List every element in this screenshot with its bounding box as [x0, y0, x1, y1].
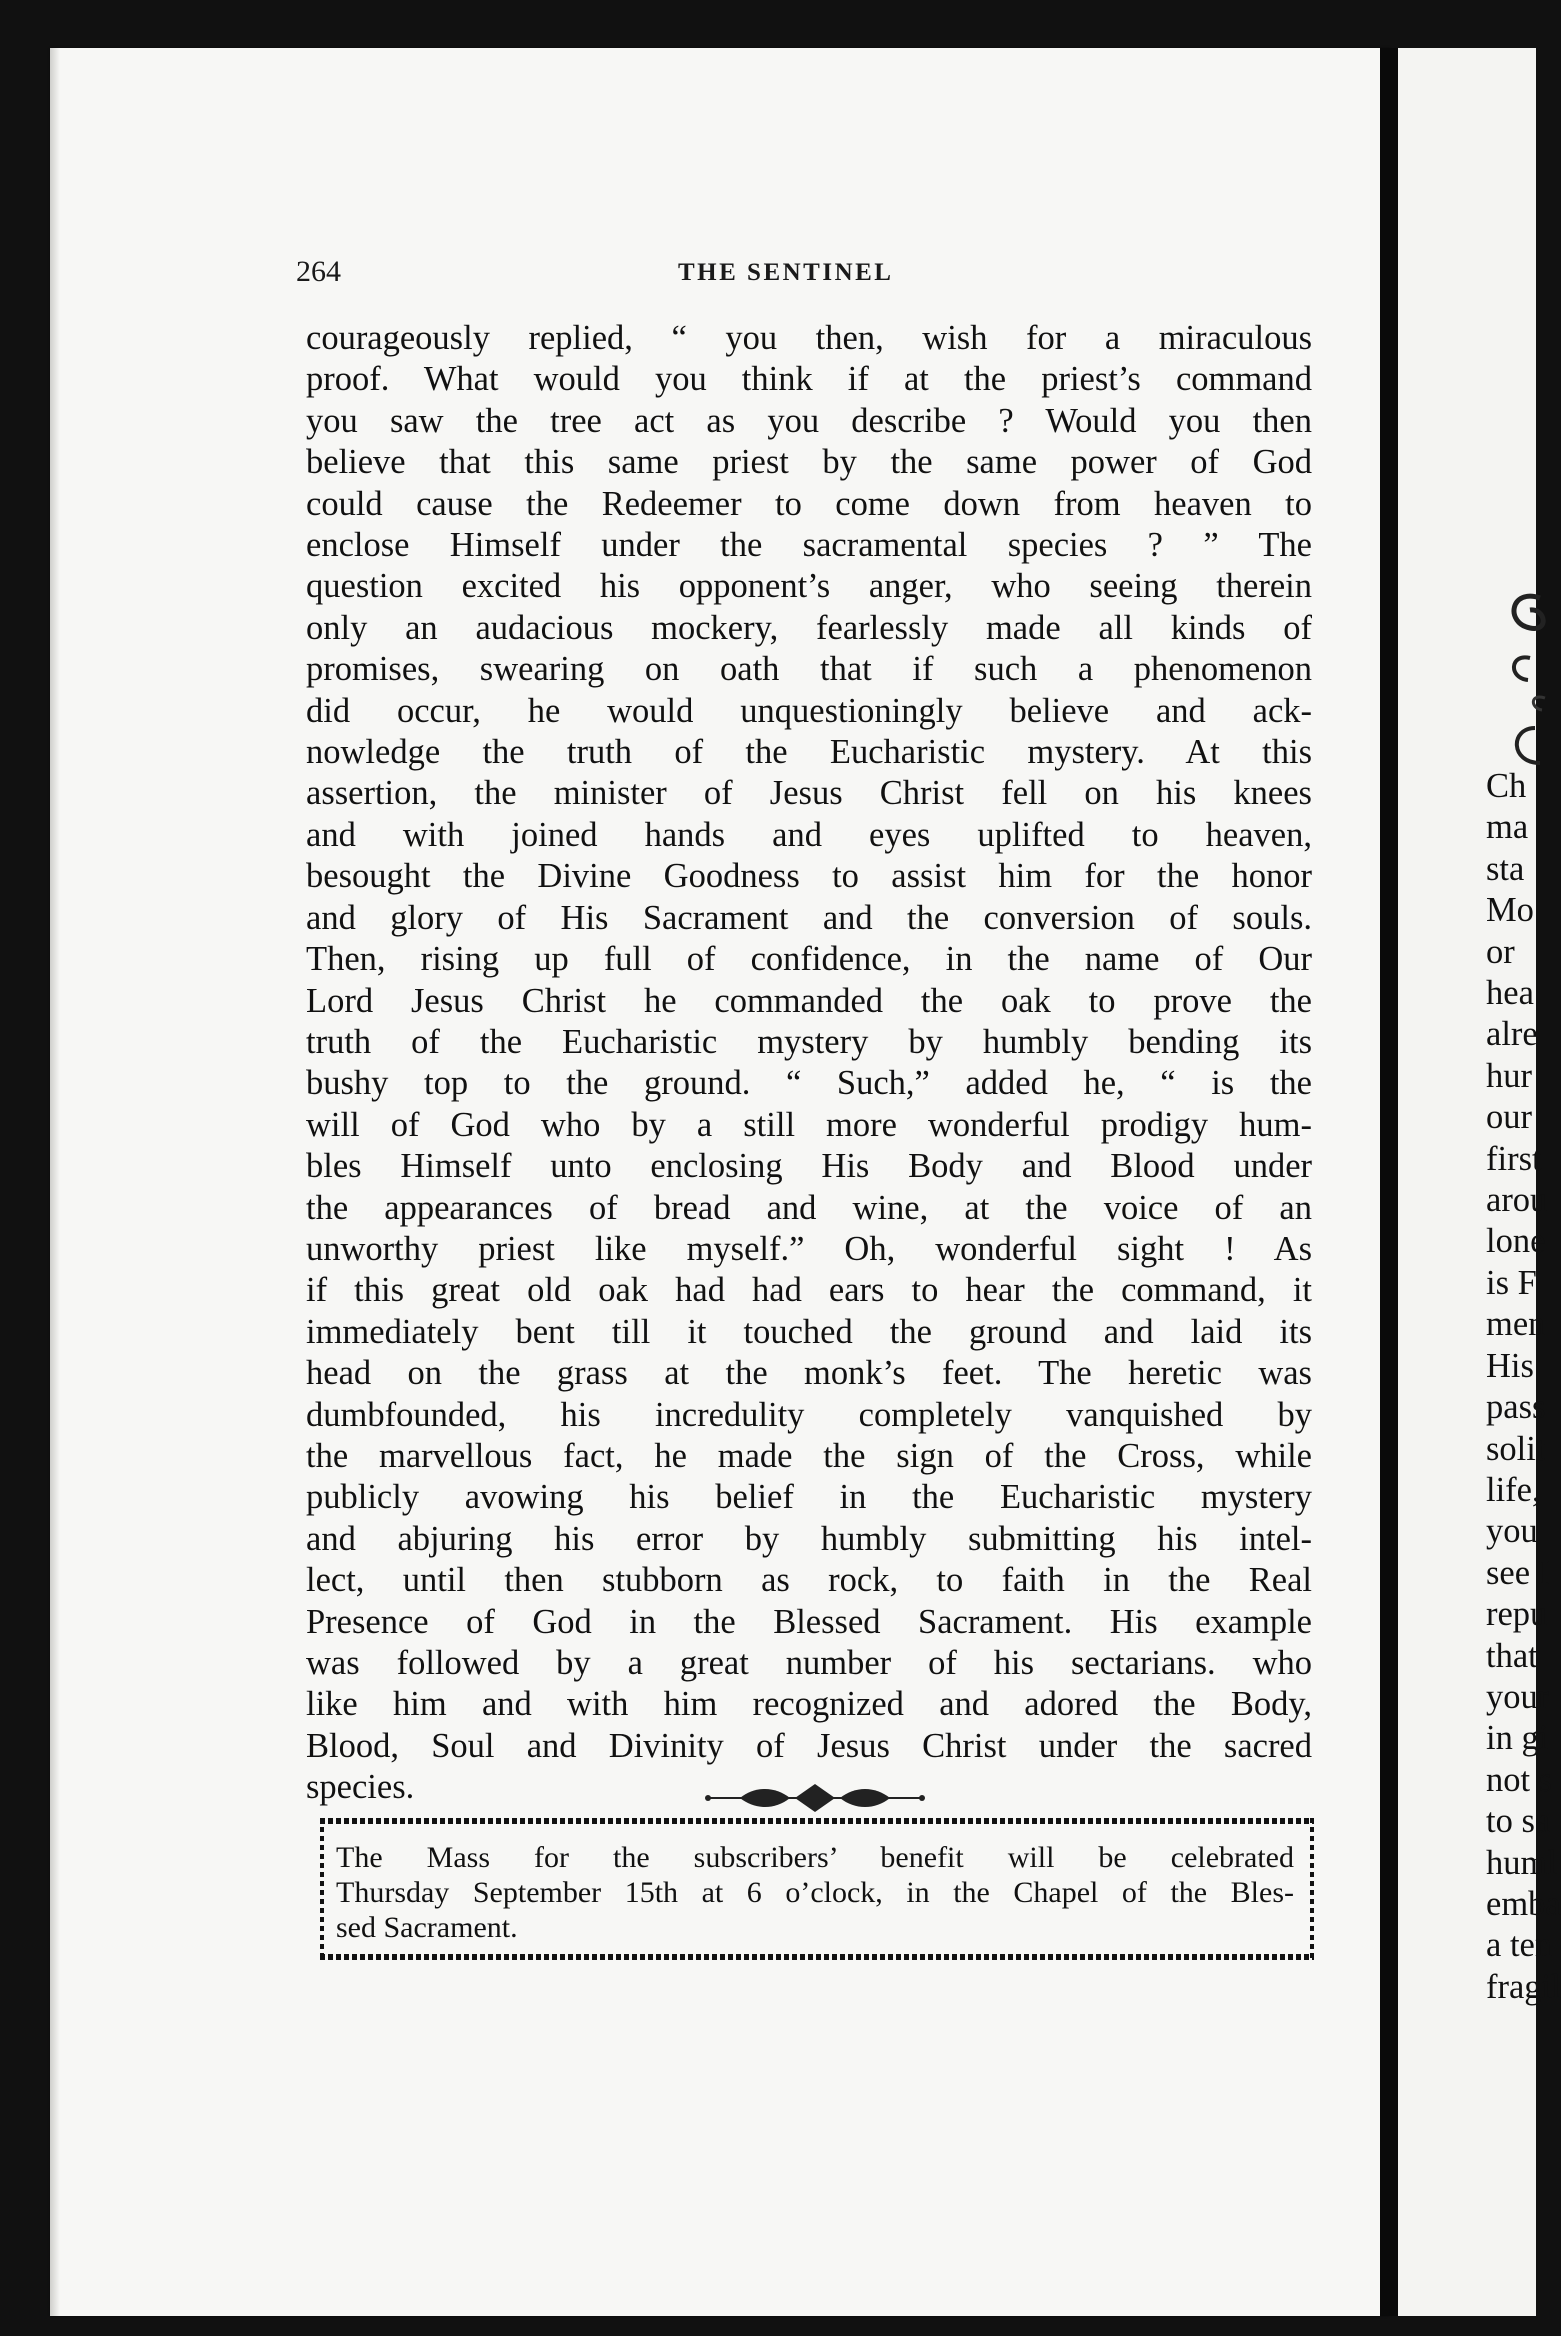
right-page-line-fragment: ma [1486, 808, 1529, 847]
right-page-line-fragment: pass [1486, 1388, 1546, 1427]
body-text-line: promises, swearing on oath that if such a phenomenon [306, 650, 1312, 689]
body-text-line: species. [306, 1768, 415, 1807]
body-text-line: like him and with him recognized and adored the Body, [306, 1685, 1312, 1724]
fleuron-ornament [700, 1780, 930, 1816]
right-page-line-fragment: alre [1486, 1015, 1538, 1054]
body-text-line: lect, until then stubborn as rock, to faith in the Real [306, 1561, 1312, 1600]
right-page-line-fragment: solit [1486, 1429, 1546, 1468]
notice-border-top [320, 1818, 1314, 1824]
body-text-line: enclose Himself under the sacramental species ? ” The [306, 526, 1312, 565]
body-text-line: only an audacious mockery, fearlessly made all kinds of [306, 608, 1312, 647]
body-text-line: will of God who by a still more wonderful prodigy hum- [306, 1105, 1312, 1144]
body-text-line: if this great old oak had had ears to hear the command, it [306, 1271, 1312, 1310]
body-text-line: question excited his opponent’s anger, who seeing therein [306, 567, 1312, 606]
right-page-line-fragment: you [1486, 1512, 1538, 1551]
right-page-line-fragment: our [1486, 1098, 1532, 1137]
notice-border-left [320, 1818, 324, 1960]
body-text-line: the appearances of bread and wine, at the voice of an [306, 1188, 1312, 1227]
right-page-line-fragment: to sa [1486, 1802, 1551, 1841]
right-page-line-fragment: or [1486, 932, 1515, 971]
body-text-line: Lord Jesus Christ he commanded the oak to prove the [306, 981, 1312, 1020]
right-page-line-fragment: first [1486, 1139, 1542, 1178]
right-page-line-fragment: hea [1486, 974, 1534, 1013]
body-text-line: proof. What would you think if at the priest’s command [306, 360, 1312, 399]
right-page-line-fragment: repu [1486, 1595, 1548, 1634]
subscribers-mass-notice [320, 1818, 1314, 1960]
right-page-line-fragment: fragil [1486, 1967, 1561, 2006]
right-page-line-fragment: Ch [1486, 767, 1527, 805]
right-page-line-fragment: your [1486, 1677, 1550, 1716]
body-text-line: immediately bent till it touched the ground and laid its [306, 1312, 1312, 1351]
body-text-line: courageously replied, “ you then, wish for a miraculous [306, 319, 1312, 357]
page-edge-shadow [50, 48, 60, 2316]
body-text-line: Then, rising up full of confidence, in the name of Our [306, 940, 1312, 979]
body-text-line: bles Himself unto enclosing His Body and Blood under [306, 1147, 1312, 1186]
right-page-line-fragment: Mo [1486, 891, 1534, 930]
right-page-line-fragment: in gi [1486, 1719, 1549, 1758]
body-text-line: Presence of God in the Blessed Sacrament. His example [306, 1602, 1312, 1641]
body-text-line: publicly avowing his belief in the Eucharistic mystery [306, 1478, 1312, 1517]
body-text-line: head on the grass at the monk’s feet. The heretic was [306, 1354, 1312, 1393]
right-page-line-fragment: His [1486, 1346, 1534, 1385]
right-page-line-fragment: men [1486, 1305, 1546, 1344]
page-number: 264 [296, 255, 341, 288]
body-text-line: the marvellous fact, he made the sign of the Cross, while [306, 1436, 1312, 1475]
body-text-line: believe that this same priest by the same power of God [306, 443, 1312, 482]
body-text-line: was followed by a great number of his sectarians. who [306, 1644, 1312, 1682]
body-text-line: assertion, the minister of Jesus Christ fell on his knees [306, 774, 1312, 813]
body-text-line: besought the Divine Goodness to assist him for the honor [306, 857, 1312, 896]
running-header [296, 255, 1316, 295]
notice-text-line: sed Sacrament. [336, 1911, 518, 1944]
body-text-line: did occur, he would unquestioningly believe and ack- [306, 691, 1312, 730]
right-page-line-fragment: is F [1486, 1263, 1537, 1302]
right-page-line-fragment: that [1486, 1636, 1538, 1675]
right-page-line-fragment: huml [1486, 1843, 1557, 1882]
body-text-line: dumbfounded, his incredulity completely vanquished by [306, 1395, 1312, 1434]
right-page [1398, 48, 1561, 2316]
right-page-line-fragment: arou [1486, 1181, 1548, 1220]
body-text-line: bushy top to the ground. “ Such,” added he, “ is the [306, 1064, 1312, 1103]
body-text-line: you saw the tree act as you describe ? Would you then [306, 401, 1312, 440]
right-page-line-fragment: emba [1486, 1884, 1561, 1923]
article-body [306, 318, 1312, 1809]
right-page-text-fragments [1486, 766, 1561, 2008]
body-text-line: truth of the Eucharistic mystery by humbly bending its [306, 1022, 1312, 1061]
notice-text-line: The Mass for the subscribers’ benefit will be celebrated [336, 1841, 1294, 1874]
right-page-line-fragment: see I [1486, 1553, 1551, 1592]
body-text-line: and with joined hands and eyes uplifted to heaven, [306, 815, 1312, 854]
notice-text [336, 1840, 1294, 1945]
body-text-line: nowledge the truth of the Eucharistic mystery. At this [306, 733, 1312, 772]
body-text-line: unworthy priest like myself.” Oh, wonderful sight ! As [306, 1229, 1312, 1268]
right-page-line-fragment: a ten [1486, 1926, 1553, 1965]
right-page-line-fragment: sta [1486, 849, 1525, 888]
running-title: THE SENTINEL [678, 259, 894, 286]
body-text-line: and glory of His Sacrament and the conversion of souls. [306, 898, 1312, 937]
book-gutter [1380, 48, 1398, 2316]
notice-border-right [1310, 1818, 1314, 1960]
notice-text-line: Thursday September 15th at 6 o’clock, in the Chapel of the Bles- [336, 1876, 1294, 1909]
right-page-line-fragment: hur [1486, 1056, 1532, 1095]
body-text-line: and abjuring his error by humbly submitting his intel- [306, 1519, 1312, 1558]
body-text-line: could cause the Redeemer to come down from heaven to [306, 484, 1312, 523]
body-text-line: Blood, Soul and Divinity of Jesus Christ under the sacred [306, 1726, 1312, 1765]
right-page-line-fragment: life, [1486, 1470, 1541, 1509]
decorative-initial-ornament [1500, 568, 1560, 768]
right-page-line-fragment: not s [1486, 1760, 1553, 1799]
right-page-line-fragment: lone [1486, 1222, 1546, 1261]
notice-border-bottom [320, 1954, 1314, 1960]
